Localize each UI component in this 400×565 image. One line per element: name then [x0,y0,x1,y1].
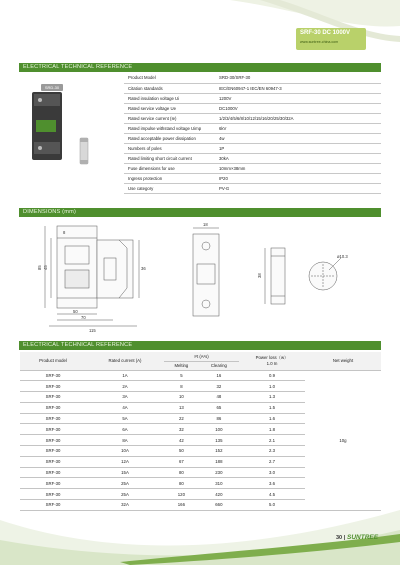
table-cell-c: 25A [86,489,164,500]
table-row [20,370,381,381]
table-cell-clear: 310 [199,478,239,489]
spec-value: 1P [215,143,381,153]
table-cell-p: 4.5 [239,489,305,500]
table-cell-clear: 230 [199,467,239,478]
spec-row [124,113,381,123]
table-cell-melt: 80 [164,467,199,478]
model-badge-text: SRF-30 DC 1000V [300,30,351,36]
spec-value: 6kV [215,123,381,133]
spec-row [124,103,381,113]
table-cell-melt: 5 [164,370,199,381]
dim-label-8: 8 [63,230,66,235]
table-cell-p: 1.5 [239,402,305,413]
spec-value: 1200V [215,93,381,103]
spec-key: Rated service voltage Ue [124,103,215,113]
table-cell-m: SRF-30 [20,467,86,478]
table-cell-p: 1.6 [239,413,305,424]
table-cell-m: SRF-30 [20,489,86,500]
spec-key: Rated insulation voltage Ui [124,93,215,103]
spec-value: IEC/EN60947-1 IEC/EN 60947-3 [215,83,381,93]
table-cell-melt: 10 [164,392,199,403]
table-cell-c: 2A [86,381,164,392]
website-url: www.suntree-china.com [300,40,339,44]
table-cell-clear: 32 [199,381,239,392]
table-cell-c: 3A [86,392,164,403]
table-cell-m: SRF-30 [20,381,86,392]
table-cell-clear: 100 [199,424,239,435]
table-cell-c: 4A [86,402,164,413]
col-header-model: Product model [20,352,86,370]
spec-key: Rated impulse withstand voltage Uimp [124,123,215,133]
table-cell-m: SRF-30 [20,370,86,381]
table-cell-c: 15A [86,467,164,478]
table-cell-m: SRF-30 [20,435,86,446]
table-cell-weight: 10g [305,370,381,510]
col-header-power [239,352,305,370]
spec-key: Rated acceptable power dissipation [124,133,215,143]
spec-row [124,173,381,183]
spec-row [124,163,381,173]
table-cell-p: 2.3 [239,446,305,457]
dim-label-36: 36 [141,266,146,271]
spec-key: Rated service current (Ie) [124,113,215,123]
table-cell-melt: 50 [164,446,199,457]
table-cell-p: 1.3 [239,392,305,403]
col-header-i2t: I²t (A²s) [164,352,239,361]
table-cell-melt: 32 [164,424,199,435]
table-cell-c: 6A [86,424,164,435]
footer-wave-decoration [0,500,400,565]
dim-label-50: 50 [73,309,78,314]
spec-table [124,73,381,194]
dim-label-45: 45 [43,265,48,270]
col-header-weight: Net weight [305,352,381,370]
table-cell-melt: 80 [164,478,199,489]
spec-key: Product Model [124,73,215,83]
table-cell-clear: 65 [199,402,239,413]
spec-value: DC1000V [215,103,381,113]
dim-label-85: 85 [37,265,42,270]
section-title-electrical: ELECTRICAL TECHNICAL REFERENCE [19,63,381,72]
table-cell-clear: 48 [199,392,239,403]
fuse-data-table [20,352,381,511]
col-header-power-title: Power loss（w） [255,355,289,361]
table-cell-p: 1.8 [239,424,305,435]
spec-row [124,73,381,83]
spec-value: 4w [215,133,381,143]
table-cell-p: 2.1 [239,435,305,446]
table-cell-m: SRF-30 [20,446,86,457]
product-label: SRD-30 [41,84,63,91]
spec-value: 1/2/3/4/5/6/8/10/12/15/16/20/25/30/32A [215,113,381,123]
table-cell-clear: 420 [199,489,239,500]
table-cell-m: SRF-30 [20,392,86,403]
dim-label-70: 70 [81,315,86,320]
dim-label-38: 38 [257,273,262,278]
table-cell-p: 2.7 [239,456,305,467]
dim-label-18: 18 [203,222,208,227]
table-cell-c: 1A [86,370,164,381]
table-cell-p: 1.0 [239,381,305,392]
spec-value: IP20 [215,173,381,183]
table-cell-clear: 86 [199,413,239,424]
table-cell-melt: 13 [164,402,199,413]
spec-row [124,143,381,153]
spec-key: Rated limiting short circuit current [124,153,215,163]
table-cell-melt: 120 [164,489,199,500]
table-cell-m: SRF-30 [20,402,86,413]
spec-row [124,93,381,103]
table-cell-melt: 22 [164,413,199,424]
product-image [24,80,110,190]
table-cell-m: SRF-30 [20,456,86,467]
table-cell-m: SRF-30 [20,413,86,424]
table-cell-p: 0.9 [239,370,305,381]
spec-key: Ingress protection [124,173,215,183]
page-number: 30 | [336,535,346,541]
spec-row [124,153,381,163]
dim-label-diameter: ø10.3 [337,254,348,259]
table-cell-m: SRF-30 [20,424,86,435]
col-header-current: Rated current (A) [86,352,164,370]
section-title-electrical-2: ELECTRICAL TECHNICAL REFERENCE [19,341,381,350]
spec-row [124,133,381,143]
table-cell-clear: 660 [199,500,239,511]
spec-key: Fuse dimensions for use [124,163,215,173]
table-cell-melt: 67 [164,456,199,467]
col-header-power-sub: 1.0 In [266,361,278,367]
table-cell-c: 5A [86,413,164,424]
brand-logo-text: SUNTREE [347,534,379,541]
table-cell-m: SRF-30 [20,478,86,489]
table-cell-clear: 188 [199,456,239,467]
spec-value: SRD-30/SRF-30 [215,73,381,83]
table-cell-clear: 152 [199,446,239,457]
table-cell-c: 12A [86,456,164,467]
dimensions-diagram [19,218,381,336]
table-cell-c: 8A [86,435,164,446]
spec-row [124,83,381,93]
col-header-melting: Melting [164,361,199,370]
table-cell-c: 25A [86,478,164,489]
spec-value: 10mm×38mm [215,163,381,173]
table-cell-melt: 42 [164,435,199,446]
section-title-dimensions: DIMENSIONS (mm) [19,208,381,217]
table-cell-melt: 166 [164,500,199,511]
table-cell-melt: 8 [164,381,199,392]
table-cell-p: 5.0 [239,500,305,511]
table-cell-m: SRF-30 [20,500,86,511]
table-cell-p: 3.0 [239,467,305,478]
table-cell-clear: 16 [199,370,239,381]
spec-row [124,123,381,133]
table-cell-c: 10A [86,446,164,457]
col-header-clearing: Clearing [199,361,239,370]
spec-value: PV-G [215,183,381,193]
spec-value: 30kA [215,153,381,163]
spec-key: Use category [124,183,215,193]
table-cell-clear: 135 [199,435,239,446]
spec-key: Citation standards [124,83,215,93]
table-cell-p: 3.6 [239,478,305,489]
table-cell-c: 32A [86,500,164,511]
spec-key: Numbers of poles [124,143,215,153]
spec-row [124,183,381,193]
dim-label-115: 115 [89,328,96,333]
